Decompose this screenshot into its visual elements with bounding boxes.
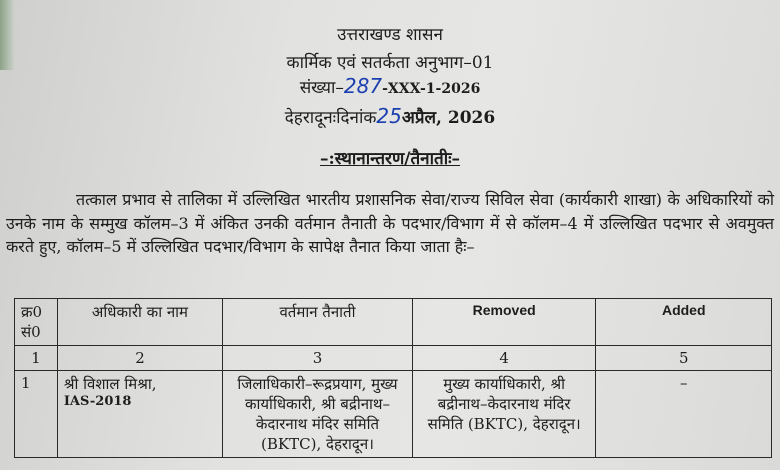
order-number-prefix: संख्या– xyxy=(299,78,344,98)
table-row xyxy=(15,371,772,458)
order-number xyxy=(0,74,780,98)
officer-name: श्री विशाल मिश्रा, xyxy=(63,375,157,393)
place-date-prefix: देहरादूनःदिनांक xyxy=(284,108,377,128)
posting-table xyxy=(14,298,772,458)
subject-line: –:स्थानान्तरण/तैनातीः– xyxy=(319,149,461,169)
table-header-row xyxy=(15,299,772,346)
row-officer xyxy=(57,371,222,458)
row-added: – xyxy=(596,371,772,458)
header-removed: Removed xyxy=(412,299,596,346)
government-heading: उत्तराखण्ड शासन xyxy=(337,25,443,45)
column-number: 4 xyxy=(412,346,596,371)
column-number-row xyxy=(15,346,772,371)
order-number-handwritten: 287 xyxy=(343,74,383,98)
column-number: 2 xyxy=(57,346,222,371)
row-current-posting: जिलाधिकारी–रूद्रप्रयाग, मुख्य कार्याधिकारी, श्री बद्रीनाथ–केदारनाथ मंदिर समिति (BKTC), देहरादून। xyxy=(223,371,413,458)
header-serial: क्र0 सं0 xyxy=(15,299,58,346)
officer-service: IAS-2018 xyxy=(63,394,132,409)
order-number-suffix: -XXX-1-2026 xyxy=(382,81,481,97)
row-removed: मुख्य कार्याधिकारी, श्री बद्रीनाथ–केदारनाथ मंदिर समिति (BKTC), देहरादून। xyxy=(412,371,596,458)
header-officer-name: अधिकारी का नाम xyxy=(57,299,222,346)
row-serial: 1 xyxy=(15,371,58,458)
order-body-text: तत्काल प्रभाव से तालिका में उल्लिखित भारतीय प्रशासनिक सेवा/राज्य सिविल सेवा (कार्यकारी शाखा) के अधिकारियों को उनके नाम के सम्मुख कॉलम–3 में अंकित उनकी वर्तमान तैनाती के पदभार/विभाग में से कॉलम–4 में उल्लिखित पदभार से अवमुक्त करते हुए, कॉलम–5 में उल्लिखित पदभार/विभाग के सापेक्ष तैनात किया जाता हैः– xyxy=(6,190,774,256)
column-number: 5 xyxy=(596,346,772,371)
place-date xyxy=(0,104,780,128)
date-handwritten: 25 xyxy=(376,104,402,128)
header-added: Added xyxy=(596,299,772,346)
column-number: 3 xyxy=(223,346,413,371)
place-date-suffix: अप्रैल, 2026 xyxy=(401,108,496,128)
department-heading: कार्मिक एवं सतर्कता अनुभाग–01 xyxy=(286,53,494,73)
column-number: 1 xyxy=(15,346,58,371)
header-current-posting: वर्तमान तैनाती xyxy=(223,299,413,346)
